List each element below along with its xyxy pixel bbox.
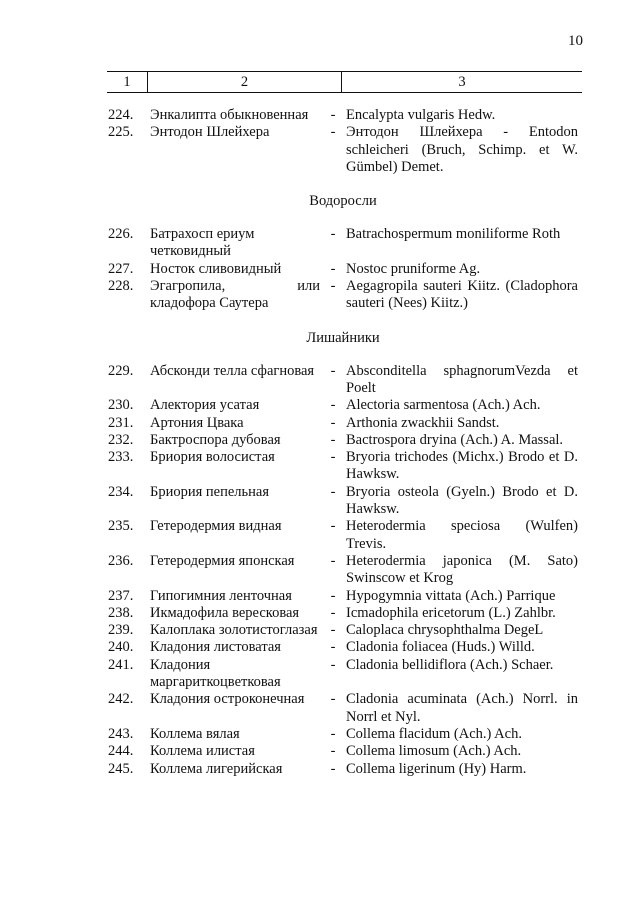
species-list	[108, 107, 578, 778]
row-number: 243.	[108, 725, 134, 742]
dash-separator: -	[330, 483, 336, 500]
russian-name: Энтодон Шлейхера	[150, 124, 270, 141]
row-number: 227.	[108, 260, 134, 277]
latin-name: Cladonia acuminata (Ach.) Norrl. in Norrl et Nyl.	[346, 691, 578, 725]
russian-name: Коллема илистая	[150, 743, 255, 760]
russian-name: Батрахосп ериум четковидный	[150, 226, 255, 260]
russian-name: Бактроспора дубовая	[150, 431, 281, 448]
table-row	[108, 622, 578, 639]
latin-name: Bactrospora dryina (Ach.) A. Massal.	[346, 431, 564, 448]
table-row	[108, 691, 578, 726]
latin-name: Arthonia zwackhii Sandst.	[346, 414, 500, 431]
row-number: 226.	[108, 226, 134, 243]
latin-name: Heterodermia japonica (M. Sato) Swinscow et Krog	[346, 552, 578, 587]
row-number: 230.	[108, 397, 134, 414]
header-col-2: 2	[148, 72, 342, 92]
dash-separator: -	[330, 226, 336, 243]
row-number: 225.	[108, 124, 134, 141]
russian-name: Абсконди телла сфагновая	[150, 362, 315, 379]
table-row	[108, 518, 578, 553]
table-row	[108, 278, 578, 313]
dash-separator: -	[330, 725, 336, 742]
header-col-1: 1	[107, 72, 148, 92]
section-title-algae: Водоросли	[309, 193, 377, 210]
table-row	[108, 743, 578, 760]
latin-name: Collema flacidum (Ach.) Ach.	[346, 725, 522, 742]
row-number: 233.	[108, 449, 134, 466]
russian-name: Гетеродермия японская	[150, 552, 295, 569]
latin-name: Encalypta vulgaris Hedw.	[346, 107, 496, 123]
table-row	[108, 726, 578, 743]
dash-separator: -	[330, 449, 336, 466]
dash-separator: -	[330, 552, 336, 569]
table-row	[108, 432, 578, 449]
latin-name: Hypogymnia vittata (Ach.) Parrique	[346, 587, 556, 604]
russian-name: Кладония листоватая	[150, 639, 281, 656]
row-number: 241.	[108, 656, 134, 673]
table-header	[107, 71, 582, 93]
row-number: 235.	[108, 518, 134, 535]
row-number: 245.	[108, 760, 134, 777]
latin-name: Collema ligerinum (Hy) Harm.	[346, 760, 527, 777]
row-number: 229.	[108, 362, 134, 379]
header-col-3: 3	[458, 74, 466, 90]
russian-name: Гетеродермия видная	[150, 518, 282, 535]
row-number: 239.	[108, 622, 134, 639]
dash-separator: -	[330, 107, 336, 123]
section-title-lichens: Лишайники	[306, 329, 380, 346]
table-row	[108, 657, 578, 692]
dash-separator: -	[330, 260, 336, 277]
dash-separator: -	[330, 587, 336, 604]
russian-name: Бриория волосистая	[150, 449, 275, 466]
latin-name: Энтодон Шлейхера - Entodon schleicheri (Bruch, Schimp. et W. Gümbel) Demet.	[346, 124, 578, 175]
dash-separator: -	[330, 760, 336, 777]
latin-name: Absconditella sphagnorumVezda et Poelt	[346, 362, 578, 396]
table-row	[108, 761, 578, 778]
dash-separator: -	[330, 622, 336, 639]
dash-separator: -	[330, 431, 336, 448]
latin-name: Heterodermia speciosa (Wulfen) Trevis.	[346, 518, 578, 552]
table-row	[108, 553, 578, 588]
table-row	[108, 449, 578, 484]
dash-separator: -	[330, 743, 336, 760]
latin-name: Alectoria sarmentosa (Ach.) Ach.	[346, 397, 541, 414]
group-algae	[108, 226, 578, 312]
table-row	[108, 397, 578, 414]
dash-separator: -	[330, 518, 336, 535]
row-number: 238.	[108, 604, 134, 621]
row-number: 237.	[108, 587, 134, 604]
table-row	[108, 484, 578, 519]
row-number: 240.	[108, 639, 134, 656]
table-row	[108, 415, 578, 432]
dash-separator: -	[330, 414, 336, 431]
dash-separator: -	[330, 362, 336, 379]
row-number: 234.	[108, 483, 134, 500]
russian-name: Бриория пепельная	[150, 483, 269, 500]
dash-separator: -	[330, 124, 336, 141]
row-number: 224.	[108, 107, 134, 123]
row-number: 236.	[108, 552, 134, 569]
russian-name: Эгагропила, или кладофора Саутера	[150, 278, 320, 312]
dash-separator: -	[330, 278, 336, 295]
row-number: 244.	[108, 743, 134, 760]
latin-name: Caloplaca chrysophthalma DegeL	[346, 622, 544, 639]
row-number: 232.	[108, 431, 134, 448]
latin-name: Icmadophila ericetorum (L.) Zahlbr.	[346, 604, 556, 621]
russian-name: Икмадофила вересковая	[150, 604, 300, 621]
group-lichens	[108, 363, 578, 778]
latin-name: Collema limosum (Ach.) Ach.	[346, 743, 522, 760]
latin-name: Batrachospermum moniliforme Roth	[346, 226, 561, 243]
russian-name: Алектория усатая	[150, 397, 260, 414]
latin-name: Bryoria osteola (Gyeln.) Brodo et D. Hawksw.	[346, 483, 578, 518]
latin-name: Cladonia bellidiflora (Ach.) Schaer.	[346, 656, 554, 673]
table-row	[108, 107, 578, 124]
russian-name: Энкалипта обыкновенная	[150, 107, 309, 123]
latin-name: Aegagropila sauteri Kiitz. (Cladophora sauteri (Nees) Kiitz.)	[346, 278, 578, 312]
table-row	[108, 639, 578, 656]
table-row	[108, 605, 578, 622]
russian-name: Гипогимния ленточная	[150, 587, 292, 604]
dash-separator: -	[330, 397, 336, 414]
russian-name: Коллема лигерийская	[150, 760, 283, 777]
latin-name: Nostoc pruniforme Ag.	[346, 260, 481, 277]
dash-separator: -	[330, 656, 336, 673]
dash-separator: -	[330, 639, 336, 656]
russian-name: Артония Цвака	[150, 414, 244, 431]
latin-name: Cladonia foliacea (Huds.) Willd.	[346, 639, 535, 656]
table-row	[108, 588, 578, 605]
group-mosses	[108, 107, 578, 176]
table-row	[108, 363, 578, 398]
page-number: 10	[568, 33, 583, 49]
russian-name: Коллема вялая	[150, 725, 240, 742]
table-row	[108, 261, 578, 278]
dash-separator: -	[330, 604, 336, 621]
row-number: 242.	[108, 691, 134, 708]
russian-name: Кладония маргариткоцветковая	[150, 656, 281, 691]
russian-name: Кладония остроконечная	[150, 691, 305, 708]
dash-separator: -	[330, 691, 336, 708]
row-number: 231.	[108, 414, 134, 431]
russian-name: Носток сливовидный	[150, 260, 282, 277]
table-row	[108, 124, 578, 176]
row-number: 228.	[108, 278, 134, 295]
table-row	[108, 226, 578, 261]
russian-name: Калоплака золотистоглазая	[150, 622, 318, 639]
latin-name: Bryoria trichodes (Michx.) Brodo et D. Hawksw.	[346, 449, 578, 483]
